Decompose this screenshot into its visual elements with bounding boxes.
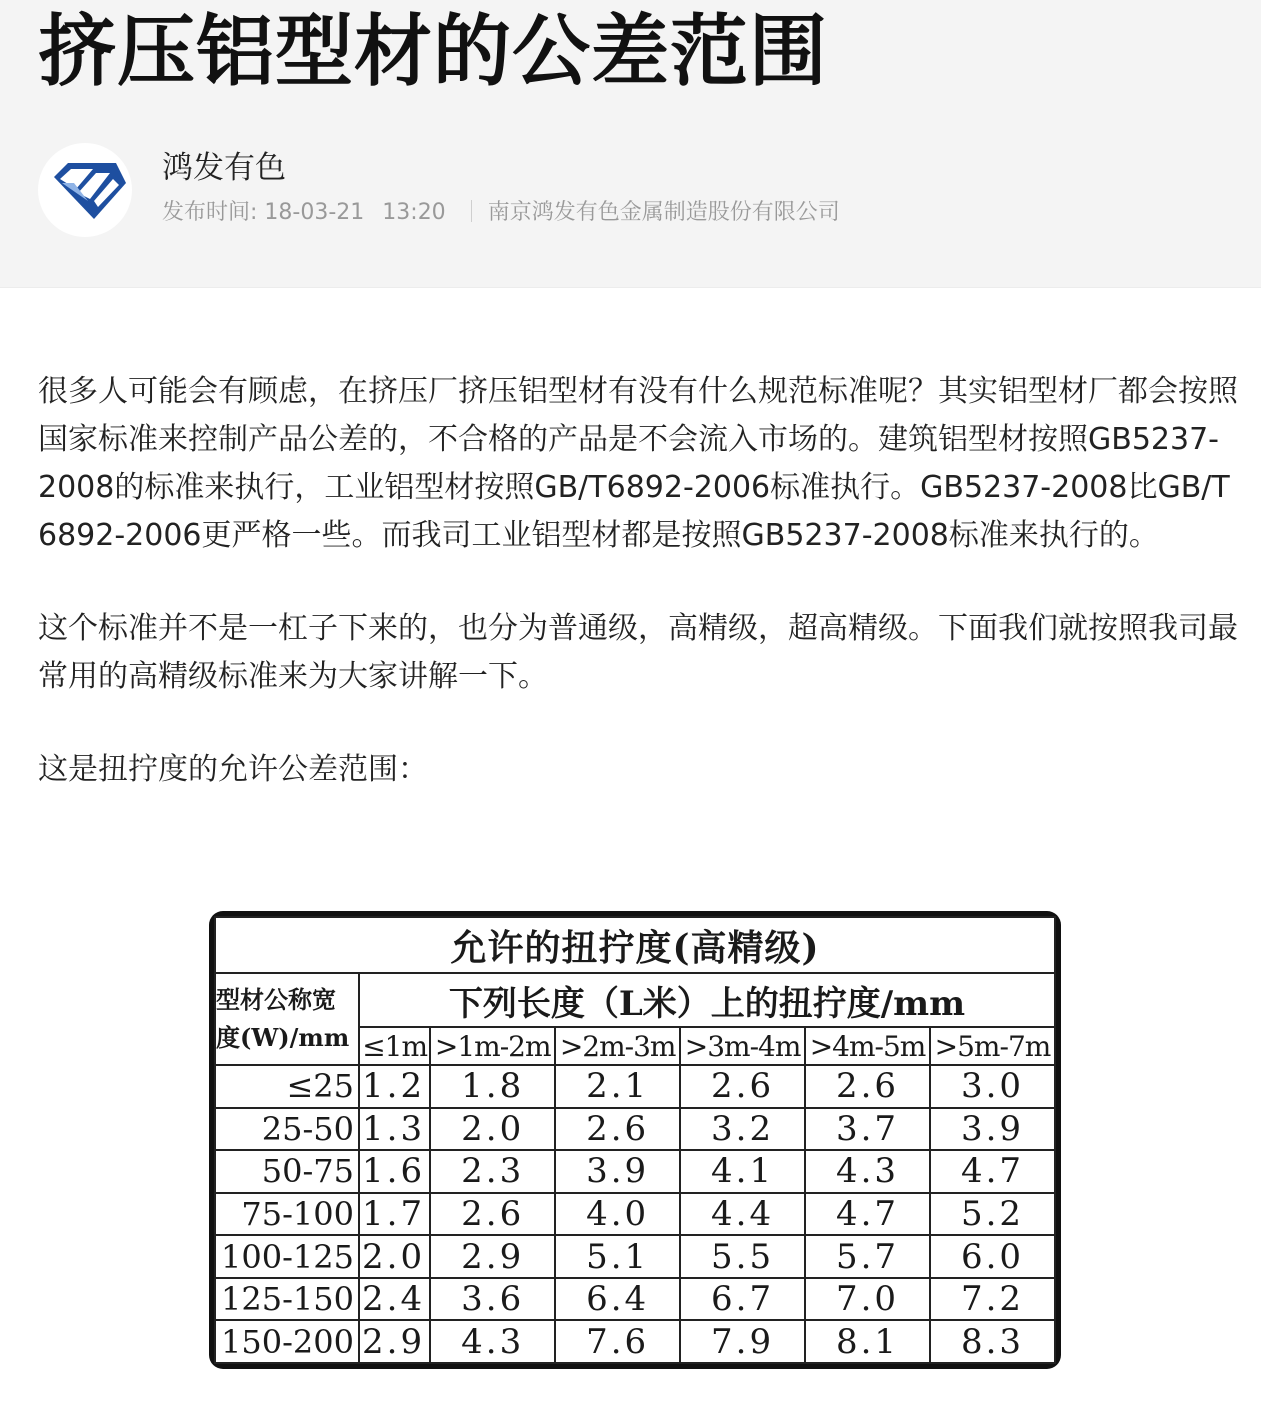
table-caption: 允许的扭拧度(高精级) — [215, 917, 1055, 973]
tolerance-value-cell: 1.7 — [359, 1193, 430, 1236]
tolerance-value-cell: 3.6 — [430, 1278, 555, 1321]
width-range-cell: 75-100 — [215, 1193, 359, 1236]
table-row — [215, 1108, 1055, 1151]
tolerance-value-cell: 2.1 — [555, 1065, 680, 1108]
width-range-cell: ≤25 — [215, 1065, 359, 1108]
tolerance-value-cell: 8.1 — [805, 1320, 930, 1363]
tolerance-value-cell: 2.6 — [555, 1108, 680, 1151]
tolerance-value-cell: 3.0 — [930, 1065, 1055, 1108]
article-header — [0, 0, 1261, 288]
tolerance-value-cell: 7.0 — [805, 1278, 930, 1321]
length-column-header: >4m-5m — [805, 1027, 930, 1065]
tolerance-value-cell: 7.9 — [680, 1320, 805, 1363]
length-subheader: 下列长度（L米）上的扭拧度/mm — [359, 973, 1055, 1027]
author-avatar[interactable] — [38, 143, 132, 237]
tolerance-value-cell: 4.1 — [680, 1150, 805, 1193]
tolerance-value-cell: 1.8 — [430, 1065, 555, 1108]
tolerance-value-cell: 4.4 — [680, 1193, 805, 1236]
tolerance-value-cell: 3.2 — [680, 1108, 805, 1151]
tolerance-value-cell: 3.9 — [930, 1108, 1055, 1151]
tolerance-value-cell: 5.7 — [805, 1235, 930, 1278]
tolerance-value-cell: 1.6 — [359, 1150, 430, 1193]
table-row — [215, 1150, 1055, 1193]
paragraph-table-intro: 这是扭拧度的允许公差范围： — [38, 752, 428, 787]
length-column-header: >2m-3m — [555, 1027, 680, 1065]
company-name[interactable]: 南京鸿发有色金属制造股份有限公司 — [487, 200, 840, 225]
meta-divider — [471, 200, 472, 222]
table-row — [215, 1235, 1055, 1278]
width-range-cell: 150-200 — [215, 1320, 359, 1363]
tolerance-value-cell: 5.2 — [930, 1193, 1055, 1236]
length-column-header: >5m-7m — [930, 1027, 1055, 1065]
tolerance-value-cell: 2.0 — [359, 1235, 430, 1278]
width-range-cell: 25-50 — [215, 1108, 359, 1151]
tolerance-value-cell: 5.1 — [555, 1235, 680, 1278]
tolerance-value-cell: 2.4 — [359, 1278, 430, 1321]
publish-meta — [162, 198, 840, 228]
tolerance-value-cell: 3.7 — [805, 1108, 930, 1151]
tolerance-value-cell: 2.0 — [430, 1108, 555, 1151]
table-row — [215, 1278, 1055, 1321]
table-row — [215, 1193, 1055, 1236]
tolerance-value-cell: 6.7 — [680, 1278, 805, 1321]
tolerance-value-cell: 4.3 — [805, 1150, 930, 1193]
tolerance-value-cell: 2.9 — [359, 1320, 430, 1363]
author-name[interactable]: 鸿发有色 — [162, 150, 286, 186]
width-column-header: 型材公称宽度(W)/mm — [215, 973, 359, 1065]
tolerance-value-cell: 7.2 — [930, 1278, 1055, 1321]
tolerance-value-cell: 4.7 — [930, 1150, 1055, 1193]
tolerance-table — [214, 916, 1056, 1364]
diamond-logo-icon — [38, 143, 132, 237]
tolerance-value-cell: 6.0 — [930, 1235, 1055, 1278]
length-column-header: ≤1m — [359, 1027, 430, 1065]
tolerance-value-cell: 4.7 — [805, 1193, 930, 1236]
tolerance-value-cell: 2.6 — [430, 1193, 555, 1236]
paragraph-grades: 这个标准并不是一杠子下来的，也分为普通级，高精级，超高精级。下面我们就按照我司最常用的高精级标准来为大家讲解一下。 — [38, 611, 1238, 694]
publish-date: 18-03-21 — [264, 200, 365, 225]
tolerance-value-cell: 2.9 — [430, 1235, 555, 1278]
width-range-cell: 125-150 — [215, 1278, 359, 1321]
tolerance-value-cell: 7.6 — [555, 1320, 680, 1363]
article-body — [38, 368, 1238, 839]
publish-time: 13:20 — [382, 200, 446, 225]
tolerance-value-cell: 1.2 — [359, 1065, 430, 1108]
paragraph-intro: 很多人可能会有顾虑，在挤压厂挤压铝型材有没有什么规范标准呢？其实铝型材厂都会按照国家标准来控制产品公差的，不合格的产品是不会流入市场的。建筑铝型材按照GB5237-2008的标准来执行，工业铝型材按照GB/T6892-2006标准执行。GB5237-2008比GB/T6892-2006更严格一些。而我司工业铝型材都是按照GB5237-2008标准来执行的。 — [38, 374, 1238, 553]
tolerance-value-cell: 2.6 — [680, 1065, 805, 1108]
length-column-header: >3m-4m — [680, 1027, 805, 1065]
width-range-cell: 50-75 — [215, 1150, 359, 1193]
tolerance-value-cell: 5.5 — [680, 1235, 805, 1278]
publish-label: 发布时间: — [162, 200, 258, 225]
article-title: 挤压铝型材的公差范围 — [38, 7, 829, 97]
tolerance-value-cell: 4.0 — [555, 1193, 680, 1236]
tolerance-value-cell: 3.9 — [555, 1150, 680, 1193]
tolerance-value-cell: 8.3 — [930, 1320, 1055, 1363]
tolerance-value-cell: 4.3 — [430, 1320, 555, 1363]
tolerance-value-cell: 2.6 — [805, 1065, 930, 1108]
tolerance-value-cell: 6.4 — [555, 1278, 680, 1321]
width-range-cell: 100-125 — [215, 1235, 359, 1278]
tolerance-value-cell: 1.3 — [359, 1108, 430, 1151]
table-row — [215, 1320, 1055, 1363]
length-column-header: >1m-2m — [430, 1027, 555, 1065]
tolerance-value-cell: 2.3 — [430, 1150, 555, 1193]
table-row — [215, 1065, 1055, 1108]
tolerance-table-image — [209, 911, 1061, 1369]
